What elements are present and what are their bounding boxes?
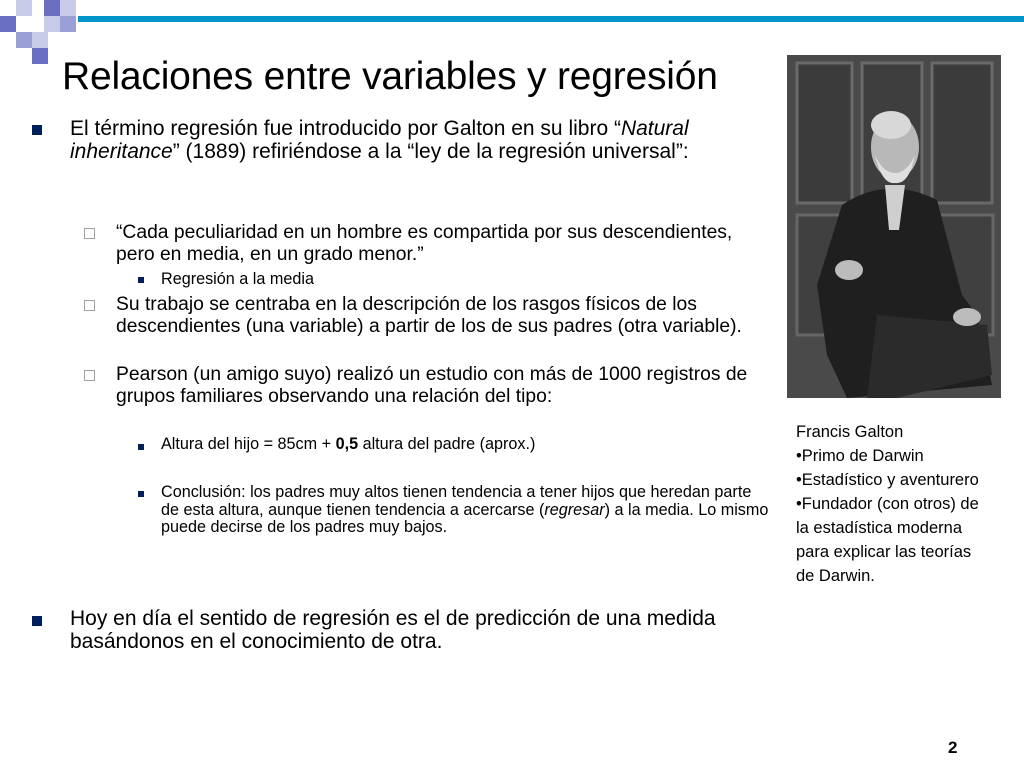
bullet-hollow-square xyxy=(84,228,95,239)
altura-text-pre: Altura del hijo = 85cm + xyxy=(161,435,336,453)
bullet-hollow-square xyxy=(84,370,95,381)
bullet-small-square xyxy=(138,491,144,497)
altura-coefficient: 0,5 xyxy=(335,435,359,453)
page-number: 2 xyxy=(948,738,958,757)
bullet-altura xyxy=(161,436,771,454)
slide-title: Relaciones entre variables y regresión xyxy=(62,55,718,98)
bullet-quote: “Cada peculiaridad en un hombre es compartida por sus descendientes, pero en media, en un grado menor.” xyxy=(116,222,733,265)
galton-portrait-image xyxy=(787,55,1001,398)
caption-line: •Estadístico y aventurero xyxy=(796,471,979,489)
portrait-illustration xyxy=(787,55,1001,398)
bullet-square xyxy=(32,125,42,135)
bullet-hoy: Hoy en día el sentido de regresión es el de predicción de una medida basándonos en el conocimiento de otra. xyxy=(70,607,716,653)
caption-line: la estadística moderna xyxy=(796,519,963,537)
bullet-regresion-media: Regresión a la media xyxy=(161,270,314,288)
bullet-square xyxy=(32,616,42,626)
caption-line: para explicar las teorías xyxy=(796,543,972,561)
bullet-pearson: Pearson (un amigo suyo) realizó un estudio con más de 1000 registros de grupos familiares observando una relación del tipo: xyxy=(116,364,748,407)
bullet-hollow-square xyxy=(84,300,95,311)
conclusion-italic: regresar xyxy=(544,500,605,519)
conclusion-text-post: ) a la media. Lo mismo puede decirse de los padres muy bajos. xyxy=(161,500,769,536)
bullet-small-square xyxy=(138,277,144,283)
bullet-intro xyxy=(70,117,790,163)
caption-line: •Primo de Darwin xyxy=(796,447,924,465)
intro-text-pre: El término regresión fue introducido por Galton en su libro “ xyxy=(70,117,621,140)
bullet-trabajo: Su trabajo se centraba en la descripción de los rasgos físicos de los descendientes (una variable) a partir de los de sus padres (otra variable). xyxy=(116,294,742,337)
portrait-caption xyxy=(796,420,1016,588)
intro-book-title: Natural inheritance xyxy=(70,117,689,163)
caption-line: de Darwin. xyxy=(796,567,875,585)
intro-text-post: ” (1889) refiriéndose a la “ley de la regresión universal”: xyxy=(172,140,689,163)
caption-line: •Fundador (con otros) de xyxy=(796,495,979,513)
conclusion-text-pre: Conclusión: los padres muy altos tienen tendencia a tener hijos que heredan parte de esta altura, aunque tienen tendencia a acercarse ( xyxy=(161,483,752,519)
altura-text-post: altura del padre (aprox.) xyxy=(358,435,536,453)
bullet-conclusion xyxy=(161,484,771,537)
caption-line: Francis Galton xyxy=(796,423,904,441)
bullet-small-square xyxy=(138,444,144,450)
